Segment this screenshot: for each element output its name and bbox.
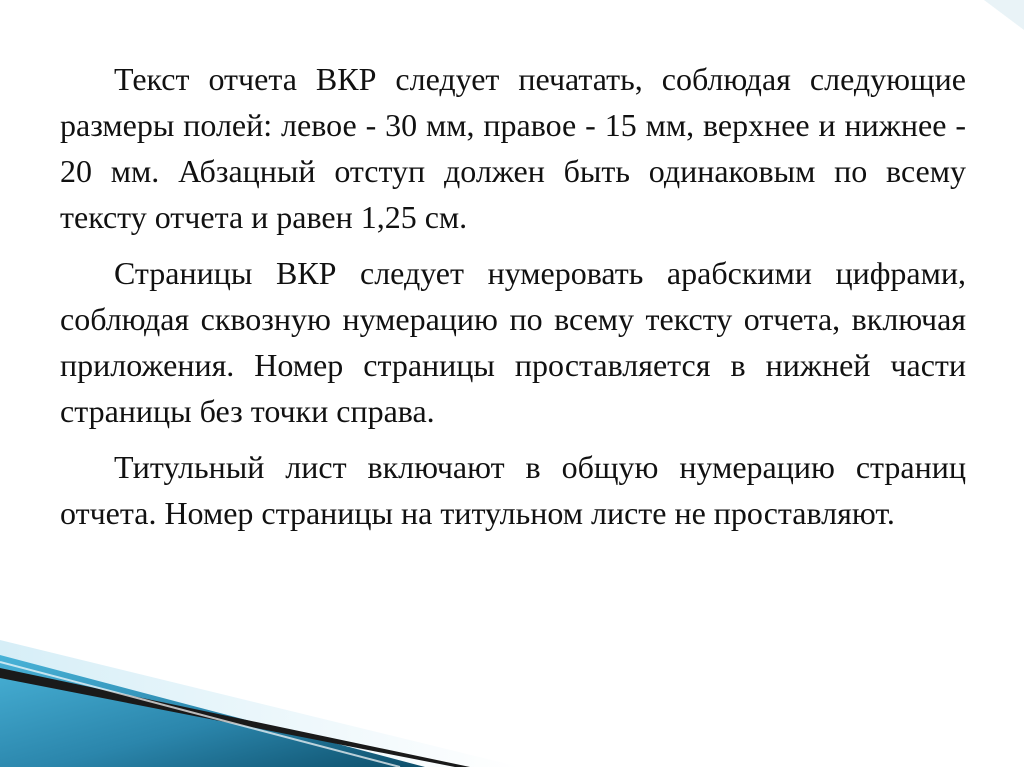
paragraph-title-page: Титульный лист включают в общую нумерацию страниц отчета. Номер страницы на титульном листе не проставляют.	[60, 449, 966, 531]
top-right-accent	[984, 0, 1024, 30]
text-body	[60, 56, 966, 546]
paragraph-page-numbering: Страницы ВКР следует нумеровать арабскими цифрами, соблюдая сквозную нумерацию по всему тексту отчета, включая приложения. Номер страницы проставляется в нижней части страницы без точки справа.	[60, 255, 966, 429]
paragraph-margins: Текст отчета ВКР следует печатать, соблюдая следующие размеры полей: левое - 30 мм, правое - 15 мм, верхнее и нижнее - 20 мм. Абзацный отступ должен быть одинаковым по всему тексту отчета и равен 1,25 см.	[60, 61, 966, 235]
